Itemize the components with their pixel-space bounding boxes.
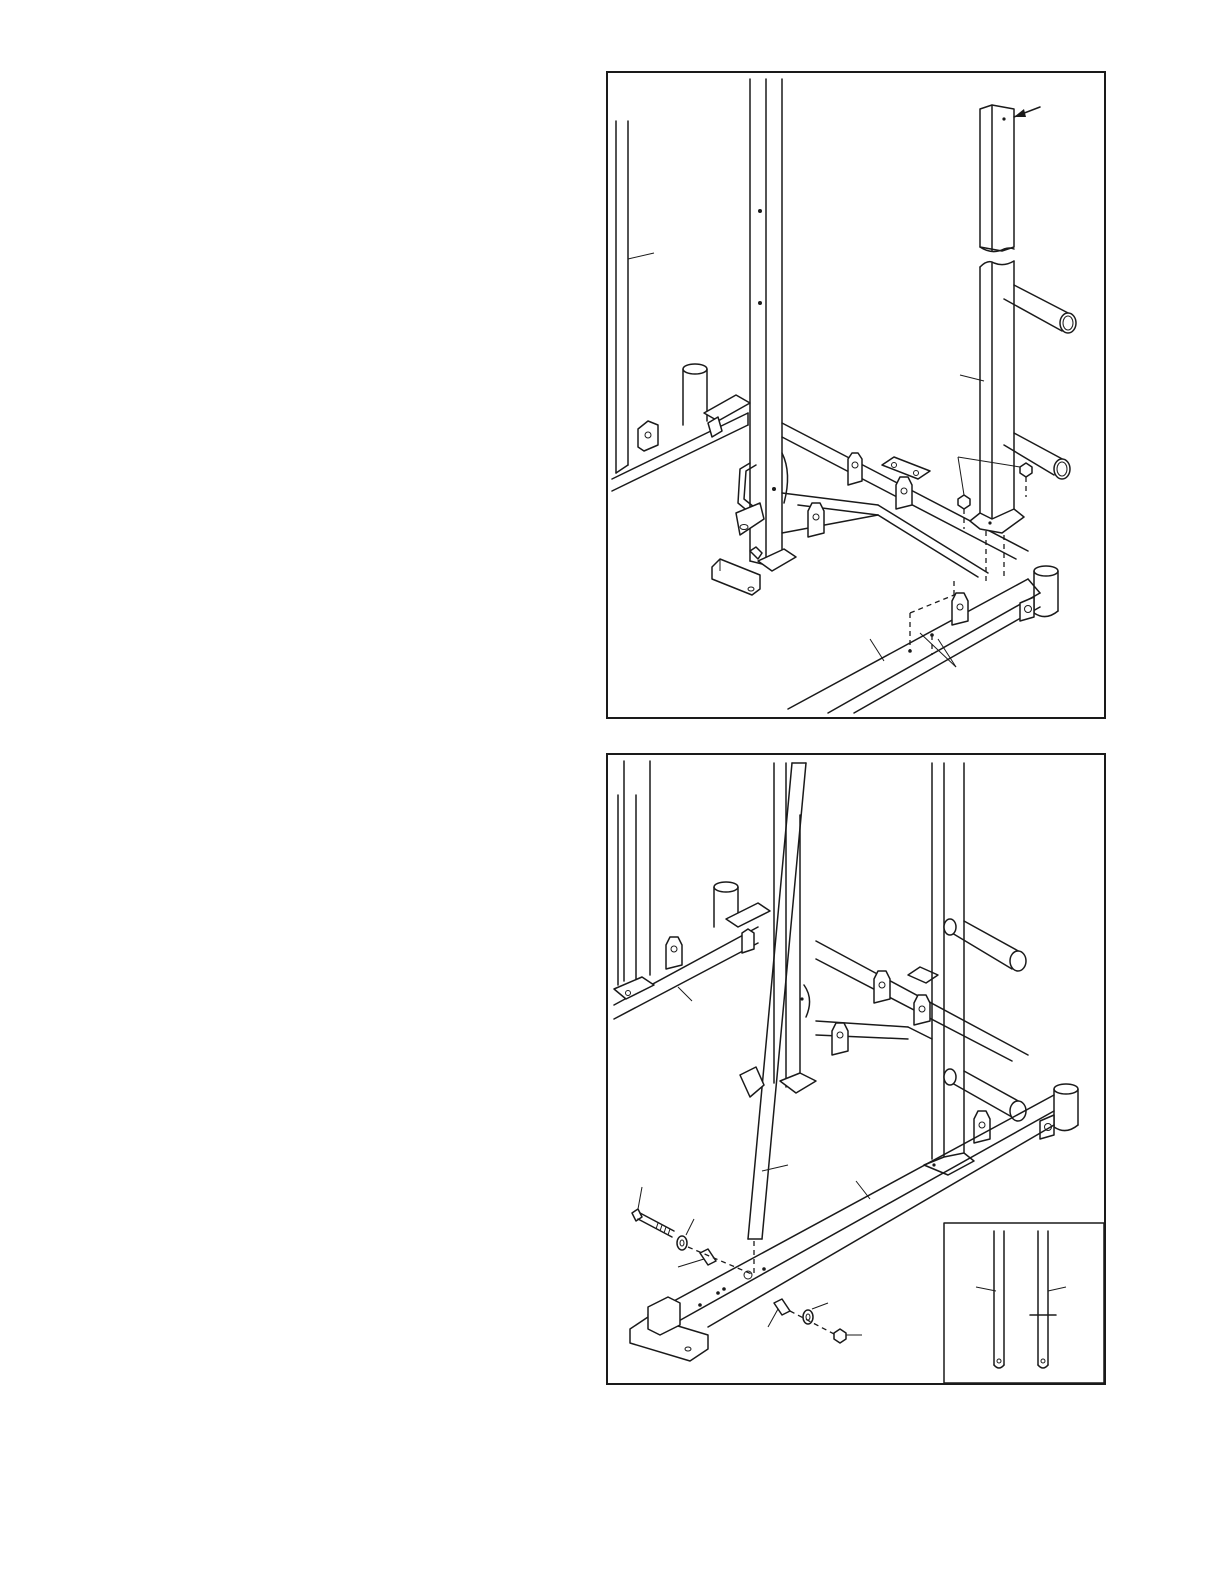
callout-arrowhead (1014, 109, 1026, 117)
lower-assembly-figure (606, 753, 1106, 1385)
front-base-tube (788, 579, 1040, 713)
pulley-disc (804, 985, 810, 1017)
callout-line (958, 457, 964, 495)
mount-plate (908, 967, 938, 983)
frame-tab-1 (848, 453, 862, 485)
front-foot-plate (712, 547, 796, 595)
nut-left (958, 495, 970, 509)
frame-tab-2 (808, 503, 824, 537)
center-upright (750, 79, 782, 565)
frame-tab-2 (874, 971, 890, 1003)
bracket-rear (638, 395, 750, 451)
weight-horn-upper (1004, 285, 1076, 333)
weight-post-rear (714, 882, 770, 953)
right-upright (924, 763, 974, 1175)
front-tab (952, 593, 968, 625)
spacer-left (700, 1249, 716, 1265)
lower-assembly-drawing (608, 755, 1104, 1383)
callout-line (638, 1187, 642, 1209)
upper-assembly-figure (606, 71, 1106, 719)
frame-tab-1 (832, 1023, 848, 1055)
left-uprights (618, 761, 650, 985)
callout-line (678, 1259, 704, 1267)
callout-line (768, 1309, 778, 1327)
callout-line (856, 1181, 870, 1199)
callout-line (628, 253, 654, 259)
nut (834, 1329, 846, 1343)
weight-post-rear (683, 364, 707, 425)
callout-line (958, 457, 1020, 467)
washer-right (803, 1310, 813, 1324)
mount-plate (882, 457, 930, 479)
rear-base-tube (612, 413, 748, 491)
left-upright (616, 121, 628, 473)
callout-line (920, 633, 956, 667)
washer-left (677, 1236, 687, 1250)
callout-line (812, 1303, 828, 1309)
j-hook-plate (740, 1067, 764, 1097)
callout-line (762, 1165, 788, 1171)
upper-assembly-drawing (608, 73, 1104, 717)
end-post (1040, 1084, 1078, 1139)
detail-inset (944, 1223, 1104, 1383)
pulley-disc (782, 453, 788, 503)
right-upright-top (980, 105, 1014, 252)
callout-line (870, 639, 884, 661)
front-foot-plate (630, 1297, 708, 1361)
frame-tab-3 (914, 995, 930, 1025)
weight-horn-upper (944, 919, 1026, 971)
nut-right (1020, 463, 1032, 477)
callout-line (678, 987, 692, 1001)
rear-tab (666, 937, 682, 969)
bolt (632, 1209, 674, 1237)
callout-line (686, 1219, 694, 1235)
right-upright-bottom (970, 261, 1024, 533)
frame-tab-3 (896, 477, 912, 509)
right-tab (974, 1111, 990, 1143)
